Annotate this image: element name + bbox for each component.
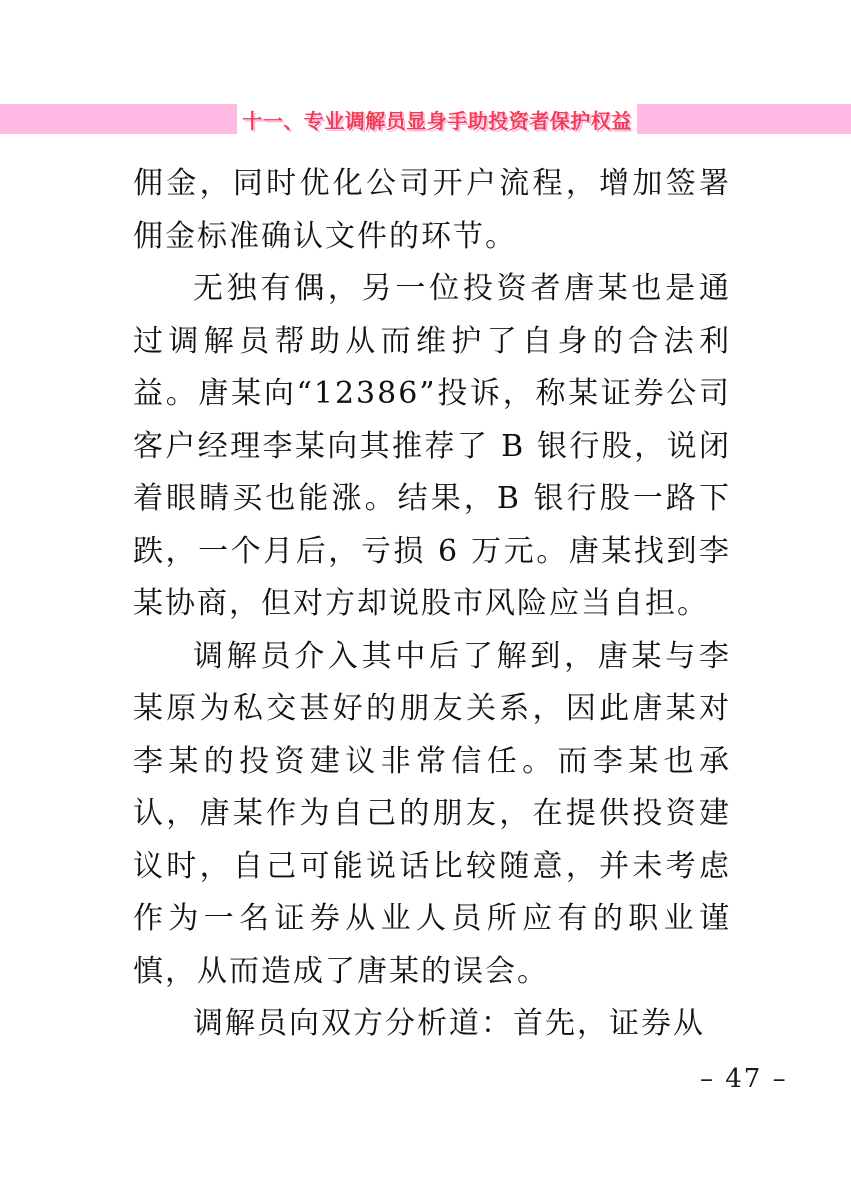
paragraph: 调解员介入其中后了解到，唐某与李某原为私交甚好的朋友关系，因此唐某对李某的投资建议非常信任。而李某也承认，唐某作为自己的朋友，在提供投资建议时，自己可能说话比较随意，并未考虑作为一名证券从业人员所应有的职业谨慎，从而造成了唐某的误会。 [133, 638, 731, 989]
paragraph: 无独有偶，另一位投资者唐某也是通过调解员帮助从而维护了自身的合法利益。唐某向“12386”投诉，称某证券公司客户经理李某向其推荐了 B 银行股，说闭着眼睛买也能涨。结果，B 银行股一路下跌，一个月后，亏损 6 万元。唐某找到李某协商，但对方却说股市风险应当自担。 [133, 271, 731, 621]
chapter-header-band [0, 104, 851, 134]
chapter-title: 十一、专业调解员显身手助投资者保护权益 [242, 108, 632, 133]
header-band-right [637, 104, 851, 134]
header-band-left [0, 104, 237, 134]
paragraph: 调解员向双方分析道：首先，证券从 [193, 1006, 705, 1041]
page-number: – 47 – [700, 1064, 788, 1094]
body-text [133, 158, 731, 1051]
paragraph: 佣金，同时优化公司开户流程，增加签署佣金标准确认文件的环节。 [133, 166, 731, 254]
